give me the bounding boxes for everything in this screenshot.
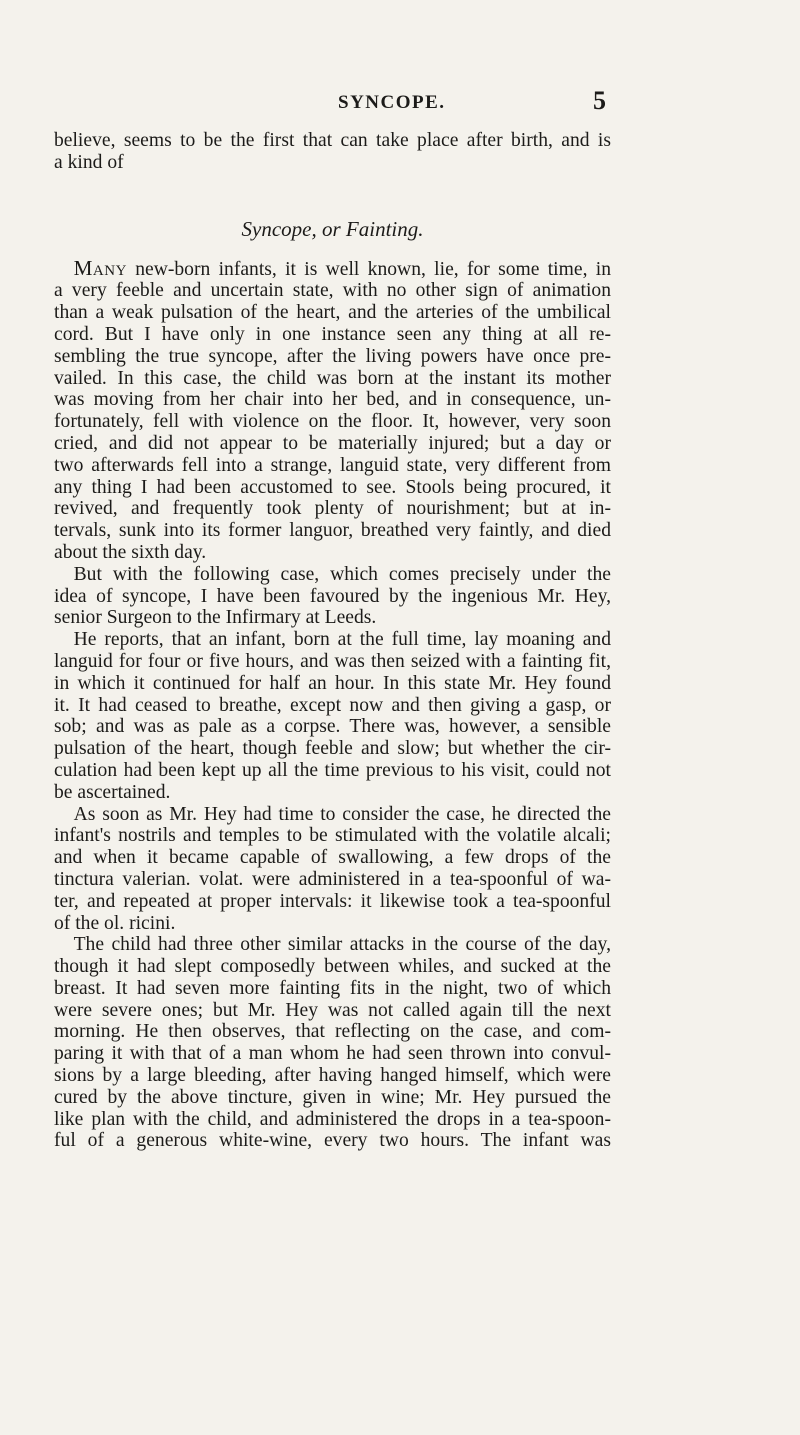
- section-heading: Syncope, or Fainting.: [241, 216, 424, 241]
- text-line: The child had three other similar attacks in the course of the day,: [73, 934, 611, 956]
- text-line: ful of a generous white-wine, every two hours. The infant was: [54, 1130, 611, 1152]
- text-line: cord. But I have only in one instance seen any thing at all re-: [54, 323, 611, 345]
- paragraph-4: [54, 804, 611, 935]
- text-line: be ascertained.: [54, 781, 171, 803]
- text-line: pulsation of the heart, though feeble and slow; but whether the cir-: [54, 738, 611, 760]
- text-line: infant's nostrils and temples to be stimulated with the volatile alcali;: [54, 825, 611, 847]
- text-line: two afterwards fell into a strange, languid state, very different from: [54, 454, 611, 476]
- text-line: ter, and repeated at proper intervals: it likewise took a tea-spoonful: [54, 890, 611, 912]
- running-head: [0, 86, 800, 122]
- text-line: a kind of: [54, 151, 124, 173]
- text-line: He reports, that an infant, born at the full time, lay moaning and: [73, 629, 611, 651]
- text-line: any thing I had been accustomed to see. Stools being procured, it: [54, 476, 611, 498]
- text-line: was moving from her chair into her bed, and in consequence, un-: [54, 389, 611, 411]
- text-line: culation had been kept up all the time previous to his visit, could not: [54, 759, 611, 781]
- paragraph-2: [54, 564, 611, 629]
- text-line: revived, and frequently took plenty of nourishment; but at in-: [54, 498, 611, 520]
- text-line: though it had slept composedly between whiles, and sucked at the: [54, 956, 611, 978]
- text-line: about the sixth day.: [54, 541, 207, 563]
- text-line: sembling the true syncope, after the living powers have once pre-: [54, 345, 611, 367]
- body-text: [54, 130, 611, 1152]
- text-line: a very feeble and uncertain state, with no other sign of animation: [54, 280, 611, 302]
- running-head-title: SYNCOPE.: [338, 92, 446, 113]
- text-line: and when it became capable of swallowing, a few drops of the: [54, 847, 611, 869]
- text-line: believe, seems to be the first that can take place after birth, and is: [54, 130, 611, 151]
- text-line: cried, and did not appear to be materially injured; but a day or: [54, 432, 611, 454]
- text-line: than a weak pulsation of the heart, and the arteries of the umbilical: [54, 302, 611, 324]
- text-line: it. It had ceased to breathe, except now and then giving a gasp, or: [54, 694, 611, 716]
- text-line: paring it with that of a man whom he had seen thrown into convul-: [54, 1043, 611, 1065]
- opening-word: Many: [73, 255, 127, 280]
- text-line: like plan with the child, and administered the drops in a tea-spoon-: [54, 1108, 611, 1130]
- text-line: senior Surgeon to the Infirmary at Leeds.: [54, 607, 377, 629]
- page-number: 5: [593, 86, 606, 115]
- text-line: tinctura valerian. volat. were administered in a tea-spoonful of wa-: [54, 868, 611, 890]
- text-line: As soon as Mr. Hey had time to consider the case, he directed the: [73, 803, 611, 825]
- text-line: morning. He then observes, that reflecting on the case, and com-: [54, 1021, 611, 1043]
- text-line: in which it continued for half an hour. In this state Mr. Hey found: [54, 672, 611, 694]
- paragraph-1: [54, 255, 611, 564]
- text-line: tervals, sunk into its former languor, breathed very faintly, and died: [54, 520, 611, 542]
- text-line: vailed. In this case, the child was born at the instant its mother: [54, 367, 611, 389]
- text-line-content: new-born infants, it is well known, lie, for some time, in: [135, 258, 611, 280]
- text-line: of the ol. ricini.: [54, 912, 176, 934]
- text-line: [54, 255, 611, 281]
- text-line: idea of syncope, I have been favoured by the ingenious Mr. Hey,: [54, 585, 611, 607]
- intro-paragraph: [54, 130, 611, 174]
- text-line: cured by the above tincture, given in wine; Mr. Hey pursued the: [54, 1086, 611, 1108]
- text-line: fortunately, fell with violence on the floor. It, however, very soon: [54, 411, 611, 433]
- text-line: sob; and was as pale as a corpse. There was, however, a sensible: [54, 716, 611, 738]
- paragraph-5: [54, 934, 611, 1152]
- text-line: languid for four or five hours, and was then seized with a fainting fit,: [54, 650, 611, 672]
- text-line: sions by a large bleeding, after having hanged himself, which were: [54, 1065, 611, 1087]
- paragraph-3: [54, 629, 611, 803]
- text-line: breast. It had seven more fainting fits in the night, two of which: [54, 977, 611, 999]
- text-line: were severe ones; but Mr. Hey was not called again till the next: [54, 999, 611, 1021]
- text-line: But with the following case, which comes precisely under the: [73, 563, 611, 585]
